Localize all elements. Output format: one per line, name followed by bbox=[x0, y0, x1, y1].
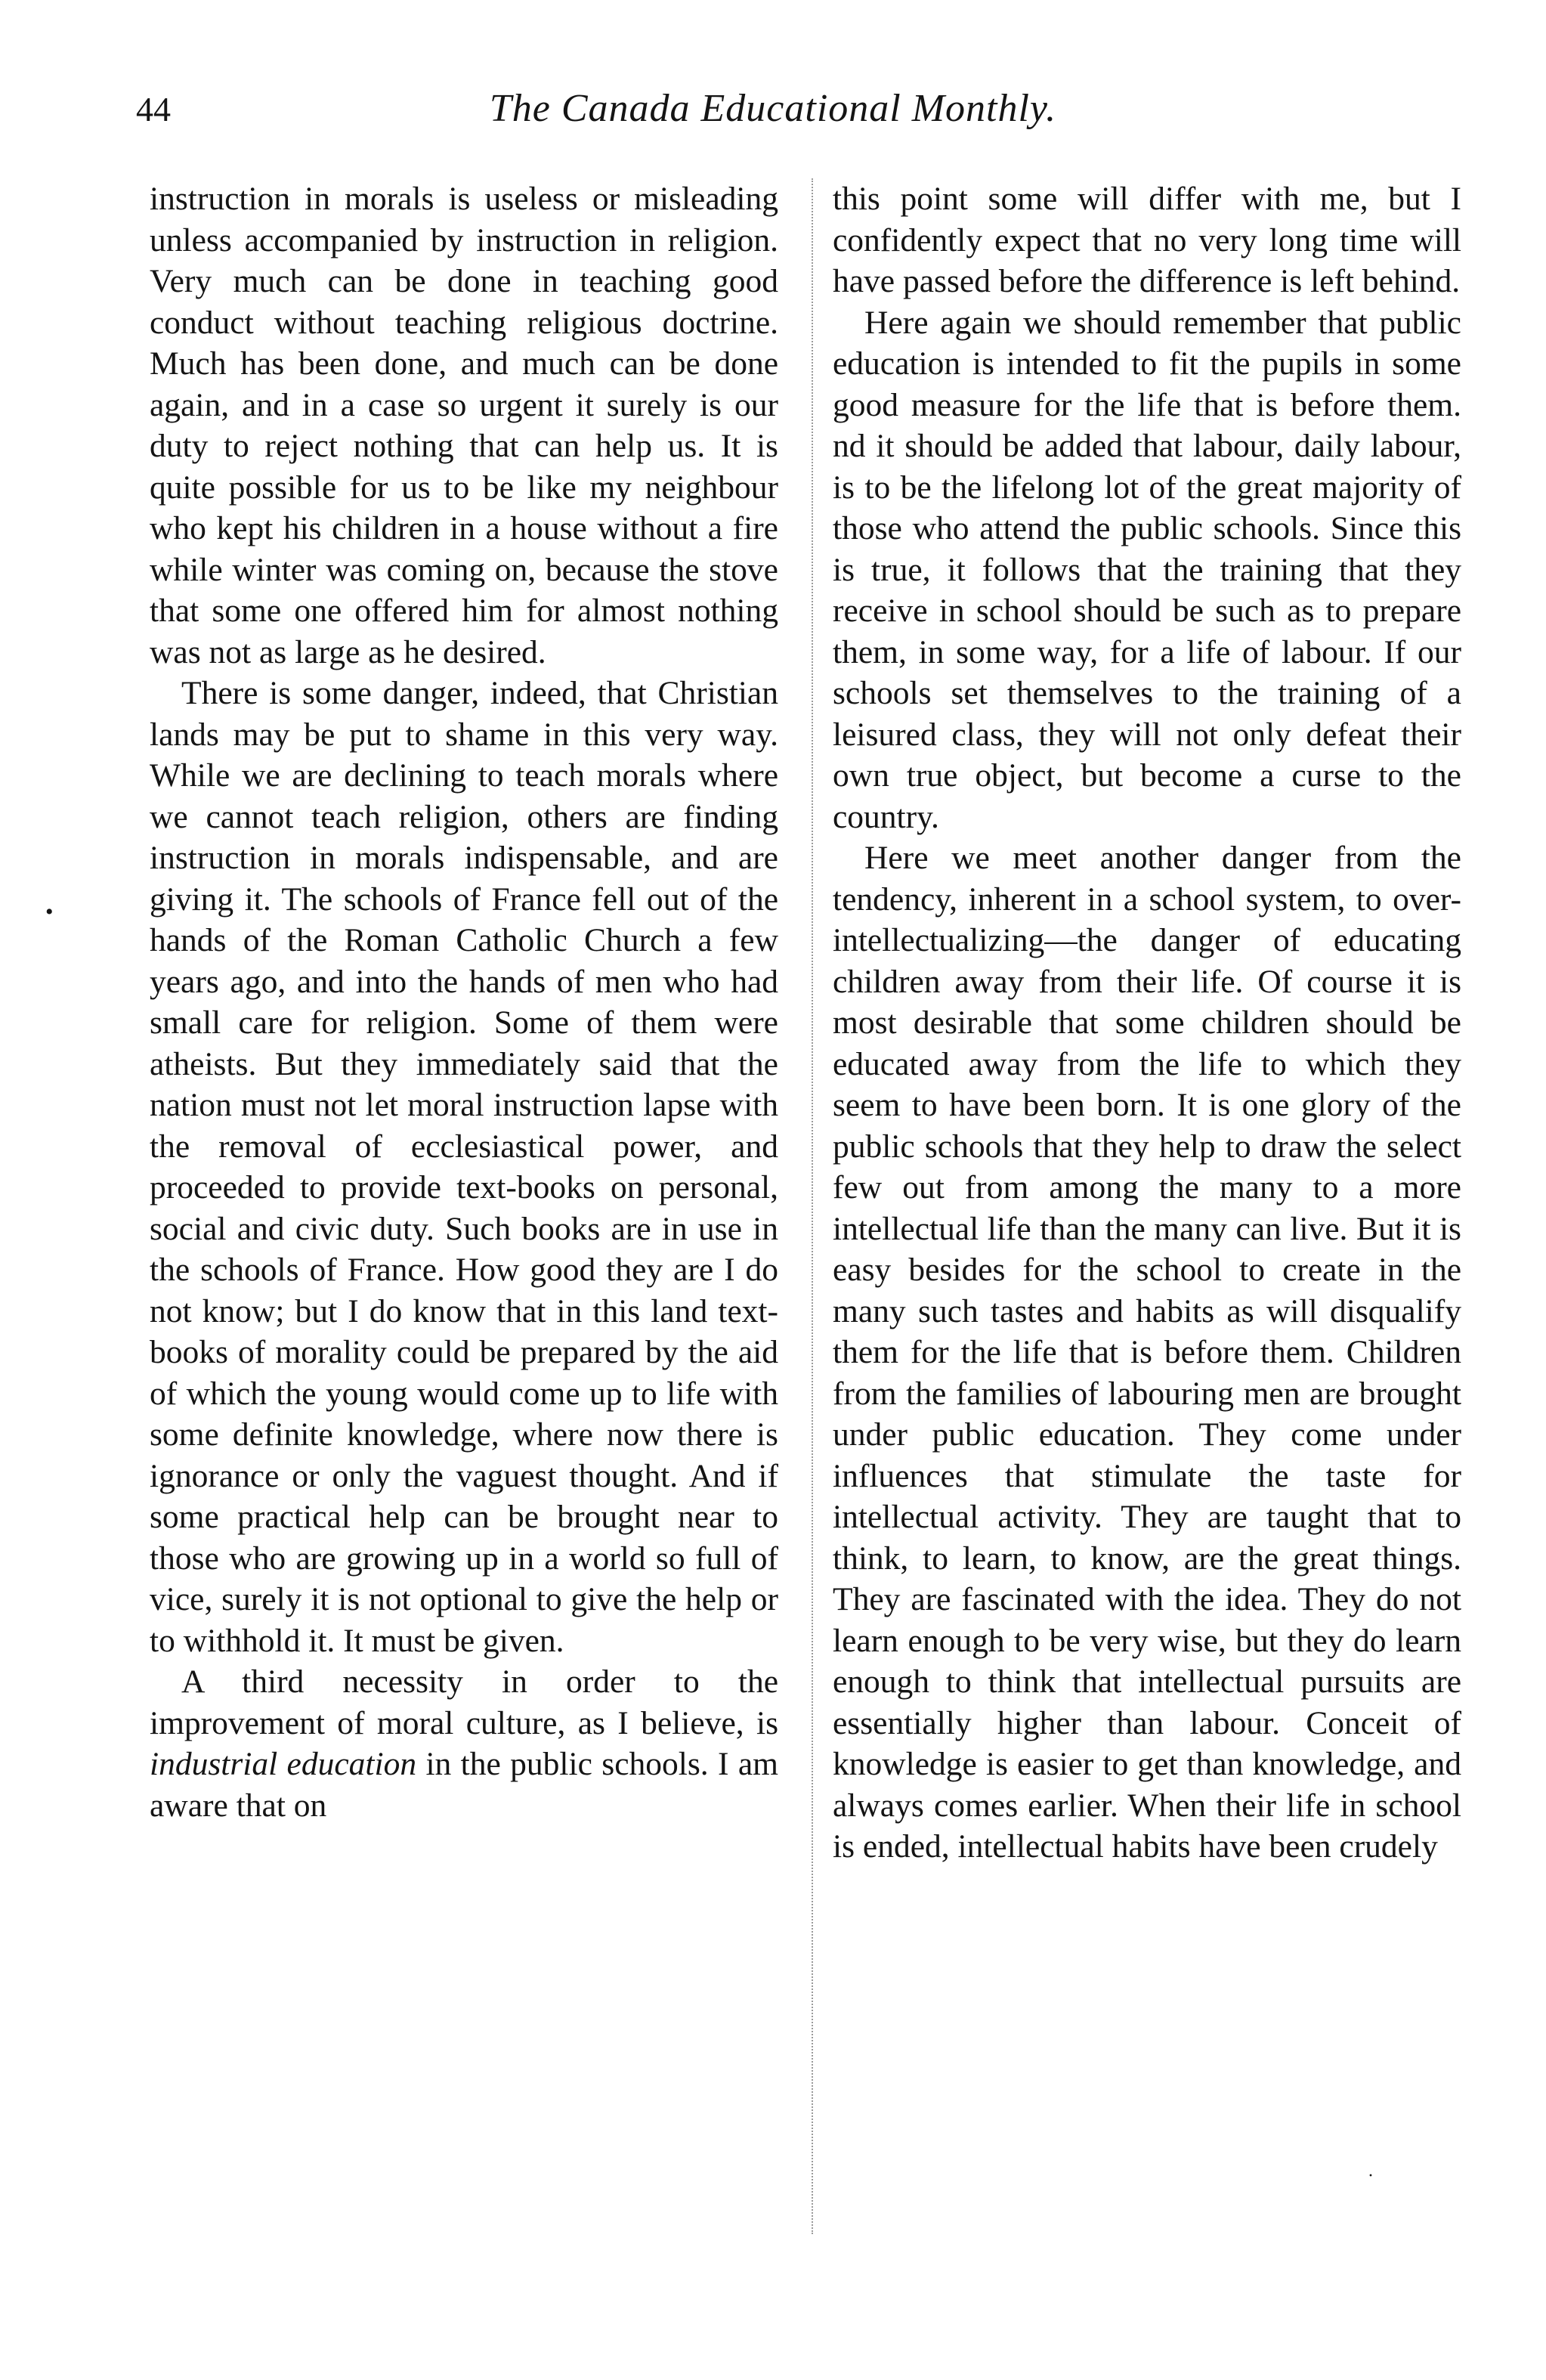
margin-mark: • bbox=[45, 899, 54, 924]
left-paragraph-1: instruction in morals is useless or misleading unless accompanied by instruction in religion. Very much can be done in teaching good conduct without teaching religious doctrine. Much has been done, and much can be done again, and in a case so urgent it surely is our duty to reject nothing that can help us. It is quite possible for us to be like my neighbour who kept his children in a house without a fire while winter was coming on, because the stove that some one offered him for almost nothing was not as large as he desired. bbox=[150, 181, 778, 670]
right-paragraph-2: Here again we should remember that public education is intended to fit the pupils in some good measure for the life that is before them. nd it should be added that labour, daily labour, is to be the lifelong lot of the great majority of those who attend the public schools. Since this is true, it follows that the training that they receive in school should be such as to prepare them, in some way, for a life of labour. If our schools set themselves to the training of a leisured class, they will not only defeat their own true object, but become a curse to the country. bbox=[833, 304, 1461, 835]
left-paragraph-3-start: A third necessity in order to the improvement of moral culture, as I believe, is bbox=[150, 1664, 778, 1741]
left-column bbox=[150, 178, 778, 1826]
running-title: The Canada Educational Monthly. bbox=[489, 87, 1057, 130]
right-column bbox=[833, 178, 1461, 1868]
page-number: 44 bbox=[136, 90, 171, 128]
right-paragraph-3: Here we meet another danger from the tendency, inherent in a school system, to over-intellectualizing—the danger of educating children away from their life. Of course it is most desirable that some children should be educated away from the life to which they seem to have been born. It is one glory of the public schools that they help to draw the select few out from among the many to a more intellectual life than the many can live. But it is easy besides for the school to create in the many such tastes and habits as will disqualify them for the life that is before them. Children from the families of labouring men are brought under public education. They come under influences that stimulate the taste for intellectual activity. They are taught that to think, to learn, to know, are the great things. They are fascinated with the idea. They do not learn enough to be very wise, but they do learn enough to think that intellectual pursuits are essentially higher than labour. Conceit of knowledge is easier to get than knowledge, and always comes earlier. When their life in school is ended, intellectual habits have been crudely bbox=[833, 840, 1461, 1865]
right-paragraph-1: this point some will differ with me, but I confidently expect that no very long time will have passed before the difference is left behind. bbox=[833, 181, 1461, 299]
left-paragraph-2: There is some danger, indeed, that Christian lands may be put to shame in this very way. While we are declining to teach morals where we cannot teach religion, others are finding instruction in morals indispensable, and are giving it. The schools of France fell out of the hands of the Roman Catholic Church a few years ago, and into the hands of men who had small care for religion. Some of them were atheists. But they immediately said that the nation must not let moral instruction lapse with the removal of ecclesiastical power, and proceeded to provide text-books on personal, social and civic duty. Such books are in use in the schools of France. How good they are I do not know; but I do know that in this land text-books of morality could be prepared by the aid of which the young would come up to life with some definite knowledge, where now there is ignorance or only the vaguest thought. And if some practical help can be brought near to those who are growing up in a world so full of vice, surely it is not optional to give the help or to withhold it. It must be given. bbox=[150, 675, 778, 1659]
left-paragraph-3 bbox=[150, 1661, 778, 1826]
industrial-education-emphasis: industrial education bbox=[150, 1746, 417, 1782]
column-divider bbox=[812, 178, 813, 2234]
left-paragraph-3-end: in the public schools. I am aware that on bbox=[150, 1746, 778, 1824]
print-speck: · bbox=[1368, 2166, 1374, 2186]
